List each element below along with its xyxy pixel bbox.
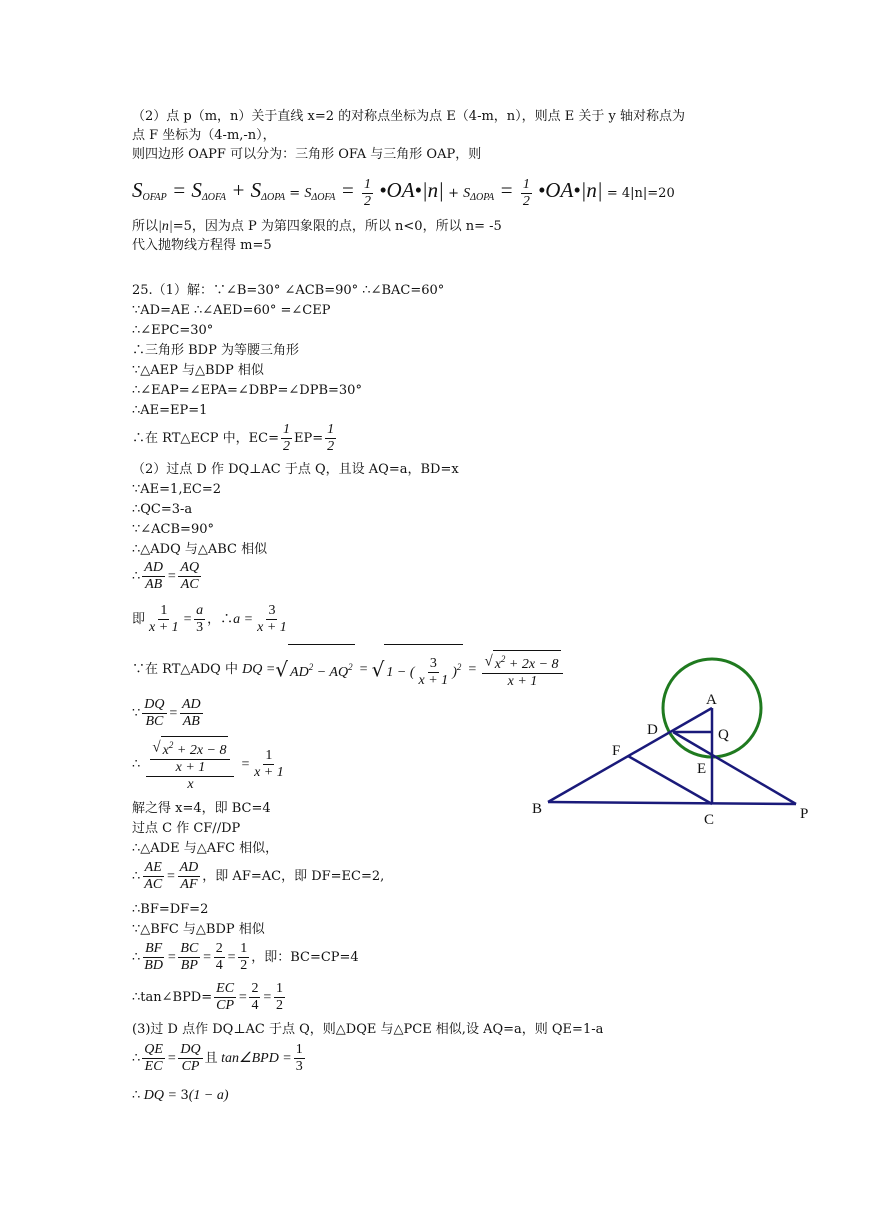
line-bd — [548, 708, 712, 802]
label-c: C — [704, 812, 715, 828]
text-line: ∴∠EAP=∠EPA=∠DBP=∠DPB=30° — [132, 383, 362, 398]
text-line: ∵△AEP 与△BDP 相似 — [132, 363, 264, 378]
label-q: Q — [718, 727, 729, 743]
math-line: ∴ DQ = 3(1 − a) — [132, 1088, 229, 1103]
area-formula: $S_{OFAP} = S_{\Delta OFA} + S_{\Delta OPA} = S_{\Delta OFA}$ = $\frac{1}{2}$ •OA•|n| + $S_{\Delta OPA}$ = $\frac{1}{2}$ •OA•|n| = 4|n|=20 — [132, 177, 675, 209]
label-e: E — [697, 761, 707, 777]
math-line: ∵在 RT△ADQ 中 DQ =√ $AD^2 - AQ^2$ = √ 1 − ( $\frac{3}{x + 1}$ )$^2$ = $\frac{√ x^2 + 2x - 8}{x + 1}$ — [132, 644, 565, 695]
text-line: ∴△ADE 与△AFC 相似， — [132, 841, 279, 856]
text-line: 过点 C 作 CF//DP — [132, 821, 241, 836]
math-line: ∴ $\frac{QE}{EC}$ = $\frac{DQ}{CP}$ 且 tan∠BPD = $\frac{1}{3}$ — [132, 1042, 303, 1074]
text-line: ∴三角形 BDP 为等腰三角形 — [132, 343, 299, 358]
math-line: ∴ $\frac{BF}{BD}$ = $\frac{BC}{BP}$ = $\frac{2}{4}$ = $\frac{1}{2}$ ，即：BC=CP=4 — [132, 941, 359, 973]
formula-tail: 4|n|=20 — [621, 186, 675, 201]
text-line: (3)过 D 点作 DQ⊥AC 于点 Q，则△DQE 与△PCE 相似,设 AQ=a，则 QE=1-a — [132, 1022, 604, 1037]
text-line: ∵AE=1,EC=2 — [132, 482, 222, 497]
text-line: ∵AD=AE ∴∠AED=60° =∠CEP — [132, 303, 331, 318]
math-line: ∴ $\frac{\frac{√ x^2 + 2x - 8}{x + 1}}{x}$ = $\frac{1}{x + 1}$ — [132, 735, 288, 795]
text-line: 25.（1）解：∵∠B=30° ∠ACB=90° ∴∠BAC=60° — [132, 283, 445, 298]
geometry-figure — [520, 650, 820, 830]
math-line: ∴ $\frac{AE}{AC}$ = $\frac{AD}{AF}$ ，即 AF=AC，即 DF=EC=2, — [132, 860, 385, 892]
line-bp — [548, 802, 796, 804]
text-line: 点 F 坐标为（4-m,-n）， — [132, 128, 276, 143]
text-line: （2）过点 D 作 DQ⊥AC 于点 Q，且设 AQ=a，BD=x — [132, 462, 459, 477]
text-line: （2）点 p（m，n）关于直线 x=2 的对称点坐标为点 E（4-m，n），则点 E 关于 y 轴对称点为 — [132, 109, 686, 124]
text-line: ∴BF=DF=2 — [132, 902, 209, 917]
label-d: D — [647, 722, 658, 738]
text-line: ∵∠ACB=90° — [132, 522, 214, 537]
text-line: 所以|n|=5，因为点 P 为第四象限的点，所以 n<0，所以 n= -5 — [132, 219, 502, 234]
text-line: ∴AE=EP=1 — [132, 403, 208, 418]
math-line: ∵ $\frac{DQ}{BC}$ = $\frac{AD}{AB}$ — [132, 697, 201, 729]
text-line: 代入抛物线方程得 m=5 — [132, 238, 272, 253]
text-line: ∵△BFC 与△BDP 相似 — [132, 922, 265, 937]
label-f: F — [612, 743, 621, 759]
text-line: ∴QC=3-a — [132, 502, 193, 517]
text-line: ∴△ADQ 与△ABC 相似 — [132, 542, 268, 557]
text-line: ∴∠EPC=30° — [132, 323, 214, 338]
math-line: ∴ $\frac{AD}{AB}$ = $\frac{AQ}{AC}$ — [132, 560, 200, 592]
math-line: ∴在 RT△ECP 中，EC= $\frac{1}{2}$ EP= $\frac{1}{2}$ — [132, 422, 335, 454]
label-b: B — [532, 801, 543, 817]
math-line: 即 $\frac{1}{x + 1}$ = $\frac{a}{3}$ ，∴a = $\frac{3}{x + 1}$ — [132, 603, 287, 635]
label-p: P — [800, 806, 809, 822]
label-a: A — [706, 692, 717, 708]
math-line: ∴tan∠BPD= $\frac{EC}{CP}$ = $\frac{2}{4}$ = $\frac{1}{2}$ — [132, 981, 283, 1013]
text-line: 解之得 x=4，即 BC=4 — [132, 801, 271, 816]
text-line: 则四边形 OAPF 可以分为：三角形 OFA 与三角形 OAP，则 — [132, 147, 482, 162]
